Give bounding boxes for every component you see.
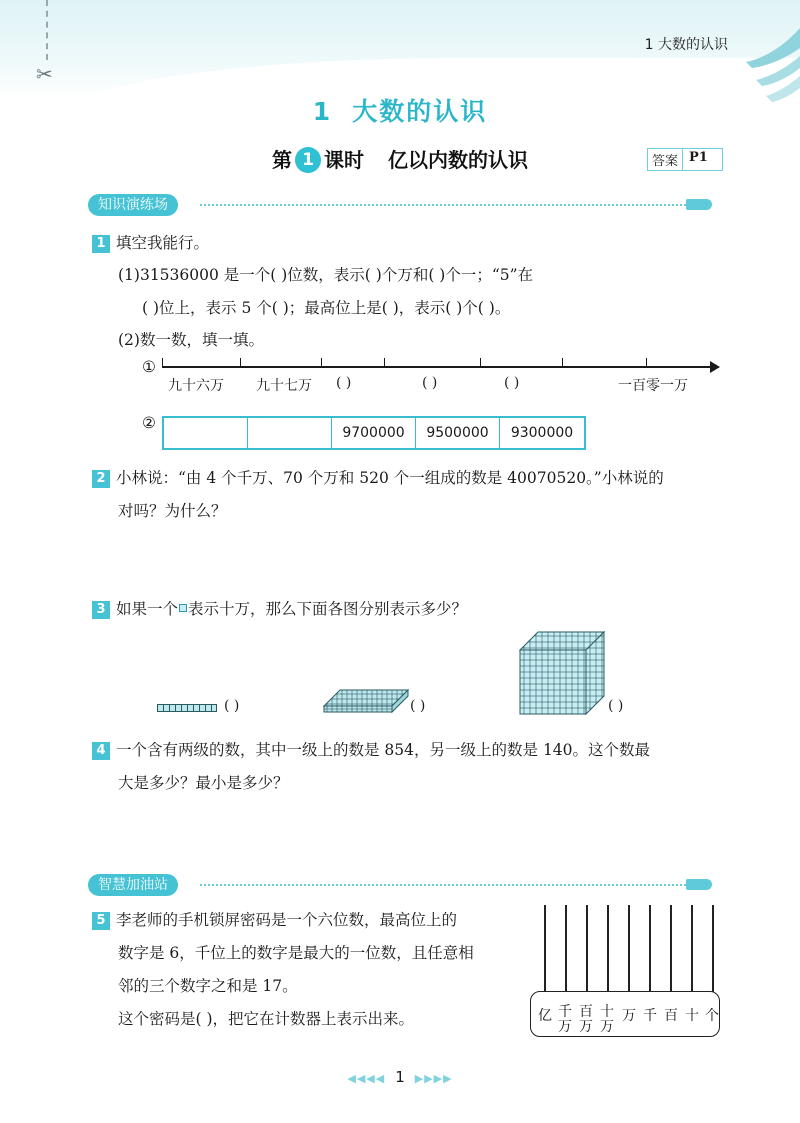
answer-label: 答案 <box>652 154 679 169</box>
number-box: 9500000 <box>416 418 500 448</box>
abacus-label: 亿 <box>538 1008 552 1024</box>
small-cube-icon <box>179 604 187 612</box>
abacus-counter <box>530 905 720 1035</box>
answer-blank: ( ) <box>224 698 240 714</box>
question-4-line-1 <box>92 738 650 760</box>
tick <box>562 358 563 366</box>
chapter-title <box>0 92 800 128</box>
answer-page: P1 <box>682 149 722 170</box>
tick <box>240 358 241 366</box>
question-5-line-2: 数字是 6，千位上的数字是最大的一位数，且任意相 <box>118 944 474 962</box>
numline-blank: ( ) <box>504 375 520 391</box>
abacus-rod <box>607 905 609 995</box>
question-1-line-2: ( )位上，表示 5 个( )；最高位上是( )，表示( )个( )。 <box>142 299 511 317</box>
abacus-rod <box>544 905 546 995</box>
question-3-line <box>92 597 467 619</box>
lesson-name: 亿以内数的认识 <box>388 148 528 172</box>
numline-label: 九十七万 <box>256 378 312 394</box>
cube-block-figure <box>518 630 606 716</box>
lesson-unit: 课时 <box>324 148 364 172</box>
abacus-label: 万 <box>622 1008 636 1024</box>
section-divider <box>200 884 686 886</box>
question-1-title <box>92 231 209 253</box>
left-arrows-icon: ◀◀◀◀ <box>347 1072 386 1085</box>
abacus-label: 十 <box>685 1008 699 1024</box>
question-number: 3 <box>92 601 110 619</box>
question-2-line-1 <box>92 466 664 488</box>
tick <box>480 358 481 366</box>
abacus-rod <box>670 905 672 995</box>
abacus-rod <box>712 905 714 995</box>
number-box <box>248 418 332 448</box>
answer-blank: ( ) <box>410 698 426 714</box>
abacus-label: 千万 <box>558 1004 572 1035</box>
abacus-rod <box>628 905 630 995</box>
tick <box>162 358 163 366</box>
cube-flat-figure <box>322 684 410 714</box>
numline-blank: ( ) <box>422 375 438 391</box>
answer-blank: ( ) <box>608 698 624 714</box>
page-footer <box>0 1068 800 1086</box>
right-arrows-icon: ▶▶▶▶ <box>414 1072 453 1085</box>
chapter-number: 1 <box>312 97 333 126</box>
page-number: 1 <box>395 1068 405 1086</box>
tick <box>646 358 647 366</box>
number-box: 9700000 <box>332 418 416 448</box>
abacus-label: 个 <box>705 1008 719 1024</box>
abacus-rod <box>586 905 588 995</box>
question-5-line-1 <box>92 908 457 930</box>
number-box: 9300000 <box>510 425 574 441</box>
chapter-name: 大数的认识 <box>352 97 488 126</box>
question-1-line-3: (2)数一数，填一填。 <box>118 331 264 349</box>
section-divider <box>200 204 686 206</box>
question-1-line-1: (1)31536000 是一个( )位数，表示( )个万和( )个一；“5”在 <box>118 266 534 284</box>
number-boxes <box>162 416 586 450</box>
arrow-head-icon <box>710 361 720 373</box>
question-5-line-4: 这个密码是( )，把它在计数器上表示出来。 <box>118 1010 415 1028</box>
question-number: 2 <box>92 470 110 488</box>
question-number: 5 <box>92 912 110 930</box>
question-number: 1 <box>92 235 110 253</box>
question-4-line-2: 大是多少？最小是多少？ <box>118 774 289 792</box>
number-box <box>164 418 248 448</box>
question-5-line-3: 邻的三个数字之和是 17。 <box>118 977 298 995</box>
question-number: 4 <box>92 742 110 760</box>
abacus-label: 十万 <box>600 1004 614 1035</box>
circle-one: ① <box>142 358 156 376</box>
cube-strip-figure <box>157 704 217 712</box>
question-text: 填空我能行。 <box>116 234 210 252</box>
running-header: 1 大数的认识 <box>644 37 728 53</box>
question-text: 如果一个 <box>116 600 179 618</box>
abacus-rod <box>691 905 693 995</box>
pencil-icon <box>686 879 712 890</box>
numline-blank: ( ) <box>336 375 352 391</box>
question-text: 小林说：“由 4 个千万、70 个万和 520 个一组成的数是 40070520。”小林说的 <box>116 469 664 487</box>
pencil-icon <box>686 199 712 210</box>
abacus-rod <box>565 905 567 995</box>
answer-reference <box>647 148 723 171</box>
question-2-line-2: 对吗？为什么？ <box>118 502 227 520</box>
abacus-rod <box>649 905 651 995</box>
lesson-prefix: 第 <box>272 148 292 172</box>
abacus-label: 百 <box>664 1008 678 1024</box>
numline-label: 九十六万 <box>168 378 224 394</box>
circle-two: ② <box>142 414 156 432</box>
number-line <box>162 366 712 368</box>
lesson-number-badge: 1 <box>295 147 321 173</box>
scissors-icon: ✂ <box>36 62 53 86</box>
numline-label: 一百零一万 <box>618 378 688 394</box>
tick <box>384 358 385 366</box>
question-text: 表示十万，那么下面各图分别表示多少？ <box>188 600 468 618</box>
abacus-label: 千 <box>643 1008 657 1024</box>
section-pill-practice: 知识演练场 <box>88 194 178 216</box>
question-text: 一个含有两级的数，其中一级上的数是 854，另一级上的数是 140。这个数最 <box>116 741 651 759</box>
abacus-label: 百万 <box>579 1004 593 1035</box>
tick <box>321 358 322 366</box>
cut-line <box>46 0 48 60</box>
section-pill-challenge: 智慧加油站 <box>88 874 178 896</box>
question-text: 李老师的手机锁屏密码是一个六位数，最高位上的 <box>116 911 458 929</box>
